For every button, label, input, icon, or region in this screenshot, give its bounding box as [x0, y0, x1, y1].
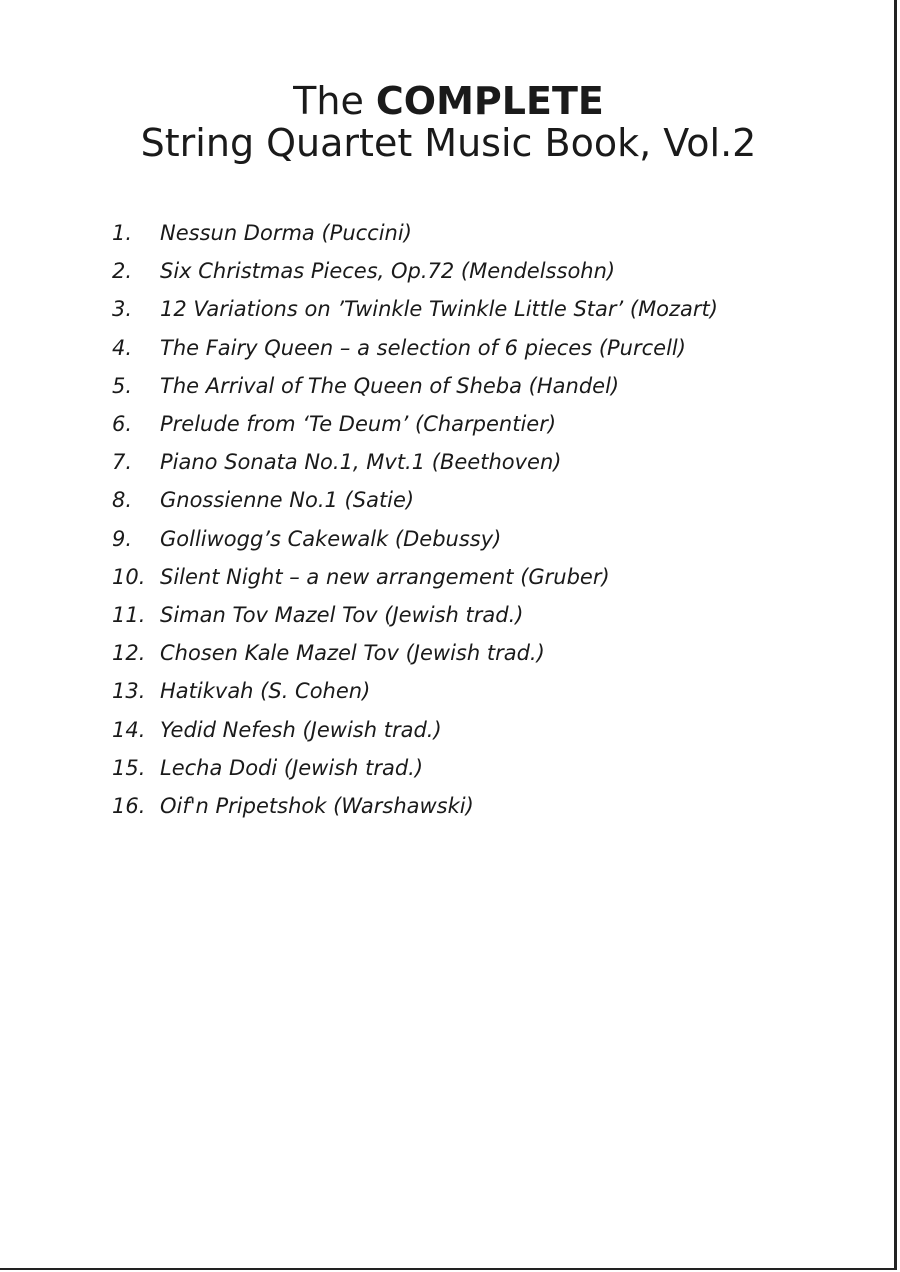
contents-entry [112, 481, 718, 519]
contents-entry [112, 367, 718, 405]
entry-title: Hatikvah (S. Cohen) [160, 679, 371, 704]
entry-number: 2. [112, 259, 133, 284]
entry-title: Golliwogg’s Cakewalk (Debussy) [160, 526, 502, 551]
contents-list [112, 214, 718, 825]
entry-title: Yedid Nefesh (Jewish trad.) [160, 717, 442, 742]
title-bold-word: COMPLETE [375, 79, 604, 123]
contents-entry [112, 214, 718, 252]
contents-entry [112, 558, 718, 596]
contents-entry [112, 252, 718, 290]
entry-number: 8. [112, 488, 133, 513]
entry-number: 6. [112, 412, 133, 437]
contents-entry [112, 443, 718, 481]
title-prefix: The [293, 79, 376, 123]
entry-number: 13. [112, 679, 146, 704]
entry-number: 15. [112, 755, 146, 780]
page-title [0, 80, 897, 164]
contents-entry [112, 672, 718, 710]
entry-title: 12 Variations on ’Twinkle Twinkle Little Star’ (Mozart) [160, 297, 718, 322]
entry-title: Piano Sonata No.1, Mvt.1 (Beethoven) [160, 450, 562, 475]
contents-entry [112, 711, 718, 749]
title-line-1 [0, 80, 897, 122]
entry-number: 14. [112, 717, 146, 742]
contents-entry [112, 520, 718, 558]
entry-title: The Arrival of The Queen of Sheba (Handel) [160, 373, 620, 398]
entry-title: Silent Night – a new arrangement (Gruber) [160, 564, 610, 589]
entry-number: 7. [112, 450, 133, 475]
entry-number: 16. [112, 794, 146, 819]
entry-number: 10. [112, 564, 146, 589]
contents-entry [112, 634, 718, 672]
entry-title: Oif'n Pripetshok (Warshawski) [160, 794, 474, 819]
title-line-2: String Quartet Music Book, Vol.2 [140, 121, 757, 165]
contents-entry [112, 329, 718, 367]
entry-number: 3. [112, 297, 133, 322]
contents-entry [112, 596, 718, 634]
contents-entry [112, 787, 718, 825]
contents-entry [112, 290, 718, 328]
contents-entry [112, 405, 718, 443]
entry-title: Lecha Dodi (Jewish trad.) [160, 755, 424, 780]
entry-number: 5. [112, 373, 133, 398]
entry-number: 9. [112, 526, 133, 551]
entry-number: 11. [112, 603, 146, 628]
entry-title: The Fairy Queen – a selection of 6 pieces (Purcell) [160, 335, 686, 360]
entry-number: 4. [112, 335, 133, 360]
contents-entry [112, 749, 718, 787]
entry-title: Six Christmas Pieces, Op.72 (Mendelssohn) [160, 259, 616, 284]
entry-title: Gnossienne No.1 (Satie) [160, 488, 415, 513]
entry-number: 1. [112, 221, 133, 245]
entry-title: Siman Tov Mazel Tov (Jewish trad.) [160, 603, 524, 628]
entry-number: 12. [112, 641, 146, 666]
entry-title: Chosen Kale Mazel Tov (Jewish trad.) [160, 641, 545, 666]
entry-title: Nessun Dorma (Puccini) [160, 221, 412, 245]
entry-title: Prelude from ‘Te Deum’ (Charpentier) [160, 412, 557, 437]
